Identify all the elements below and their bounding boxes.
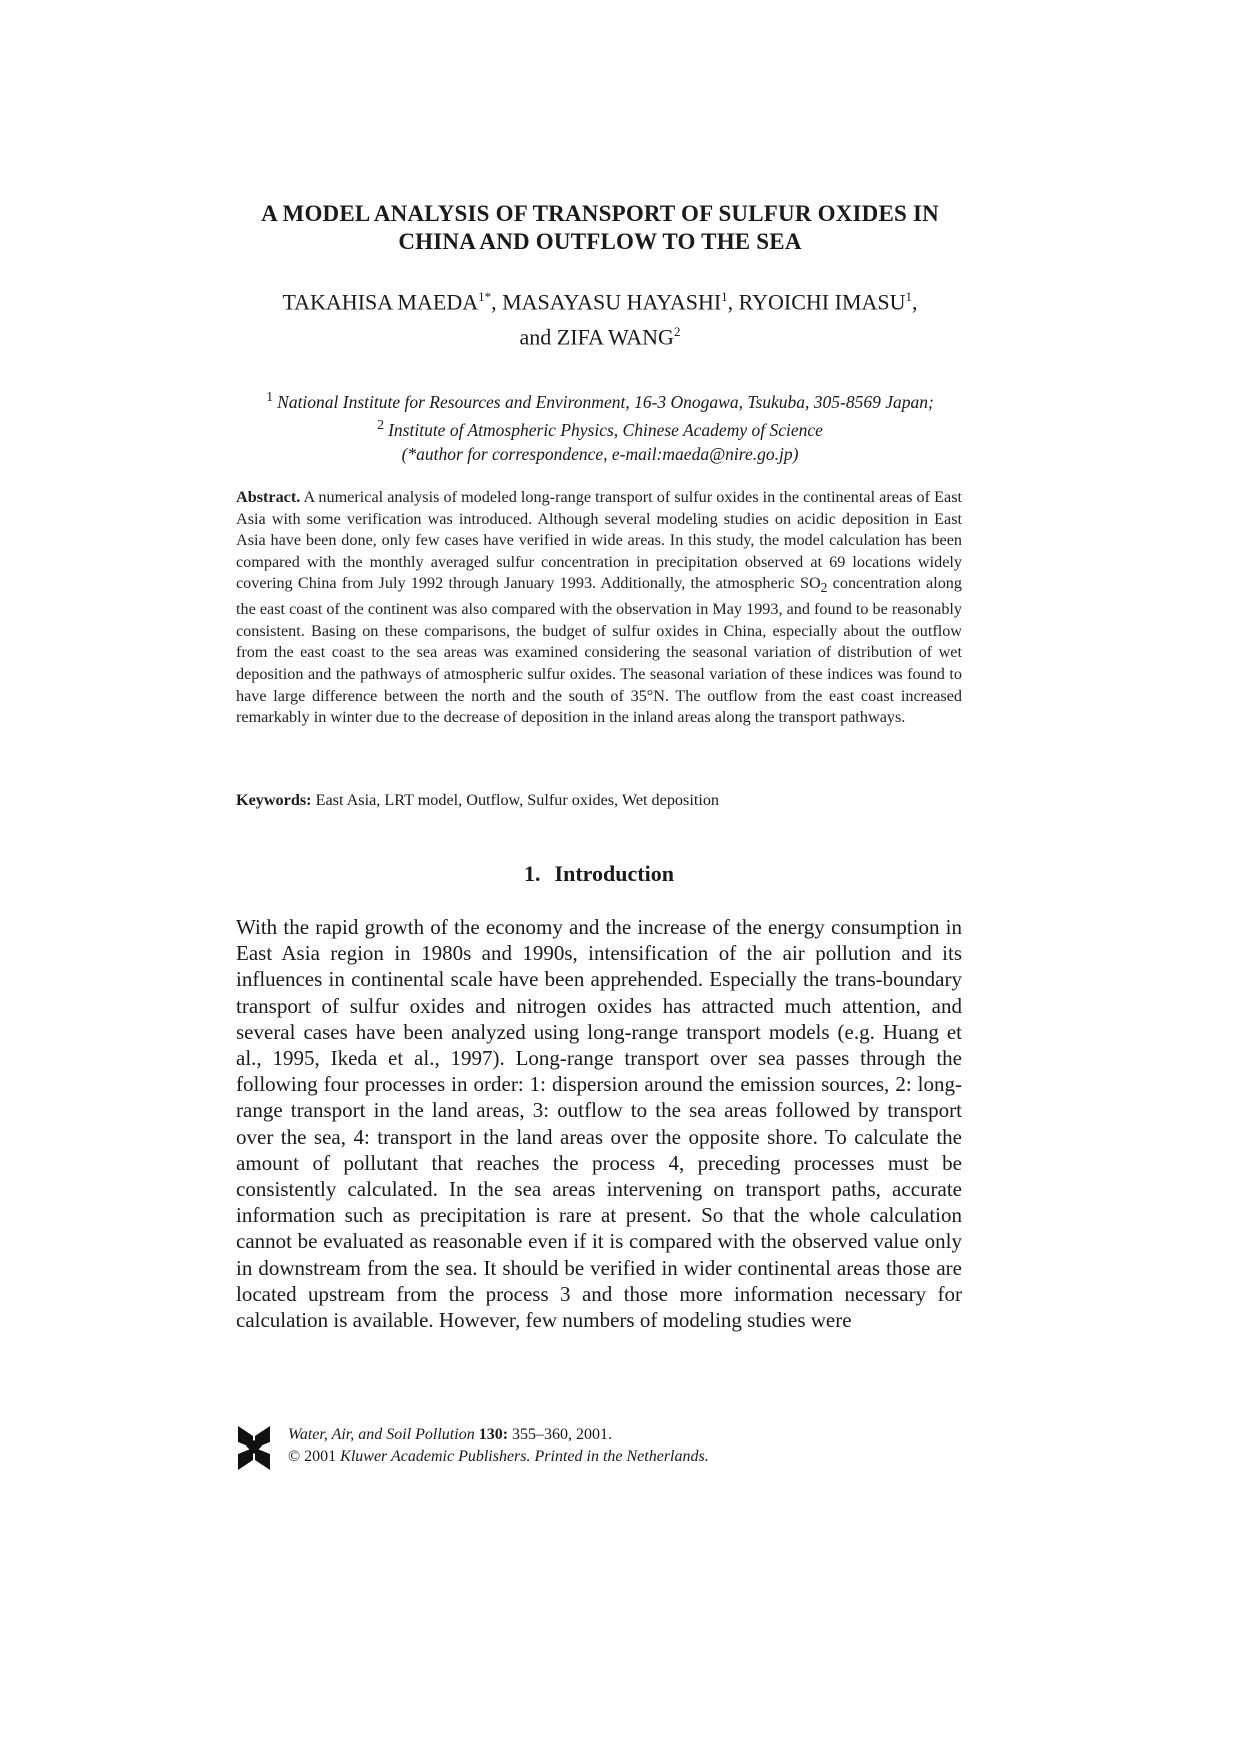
abstract-label: Abstract. xyxy=(236,488,301,506)
author-separator: , xyxy=(727,289,739,315)
authors-line-2 xyxy=(220,317,980,352)
keywords-text: East Asia, LRT model, Outflow, Sulfur oxides, Wet deposition xyxy=(311,791,720,809)
section-title: Introduction xyxy=(554,861,674,886)
author-affiliation-mark: 1* xyxy=(478,289,492,304)
journal-pages-year: 355–360, 2001. xyxy=(508,1426,613,1443)
publisher-logo-icon xyxy=(236,1426,272,1470)
affiliation-mark: 1 xyxy=(266,390,274,405)
affiliation-2 xyxy=(230,414,970,442)
title-line-2: CHINA AND OUTFLOW TO THE SEA xyxy=(398,229,802,254)
author-separator: , xyxy=(912,289,918,315)
author-name: and ZIFA WANG xyxy=(519,324,674,350)
introduction-paragraph: With the rapid growth of the economy and the increase of the energy consumption in East Asia region in 1980s and 1990s, intensification of the air pollution and its influences in continental scale have been apprehended. Especially the trans-boundary transport of sulfur oxides and nitrogen oxides has attracted much attention, and several cases have been analyzed using long-range transport models (e.g. Huang et al., 1995, Ikeda et al., 1997). Long-range transport over sea passes through the following four processes in order: 1: dispersion around the emission sources, 2: long-range transport in the land areas, 3: outflow to the sea areas followed by transport over the sea, 4: transport in the land areas over the opposite shore. To calculate the amount of pollutant that reaches the process 4, preceding processes must be consistently calculated. In the sea areas intervening on transport paths, accurate information such as precipitation is rare at present. So that the whole calculation cannot be evaluated as reasonable even if it is compared with the observed value only in downstream from the sea. It should be verified in wider continental areas those are located upstream from the process 3 and those more information necessary for calculation is available. However, few numbers of modeling studies were xyxy=(236,915,962,1333)
affiliation-text: National Institute for Resources and Environment, 16-3 Onogawa, Tsukuba, 305-8569 Japan; xyxy=(277,391,934,412)
paper-title xyxy=(240,200,960,256)
title-line-1: A MODEL ANALYSIS OF TRANSPORT OF SULFUR OXIDES IN xyxy=(261,201,939,226)
author-name: RYOICHI IMASU xyxy=(738,289,906,315)
abstract-text-part-1: A numerical analysis of modeled long-range transport of sulfur oxides in the continental areas of East Asia with some verification was introduced. Although several modeling studies on acidic deposition in East Asia have been done, only few cases have verified in wide areas. In this study, the model calculation has been compared with the monthly averaged sulfur concentration in precipitation observed at 69 locations widely covering China from July 1992 through January 1993. Additionally, the atmospheric SO xyxy=(236,488,962,593)
journal-volume: 130: xyxy=(478,1426,509,1443)
author-name: MASAYASU HAYASHI xyxy=(502,289,722,315)
author-affiliation-mark: 1 xyxy=(721,289,728,304)
copyright-mark: © 2001 xyxy=(288,1448,341,1465)
author-list xyxy=(220,282,980,353)
citation-line xyxy=(288,1424,709,1446)
copyright-line xyxy=(288,1446,709,1468)
section-number: 1. xyxy=(524,861,541,886)
section-heading xyxy=(236,860,962,888)
author-name: TAKAHISA MAEDA xyxy=(282,289,479,315)
abstract-subscript: 2 xyxy=(820,580,828,596)
affiliation-1 xyxy=(230,386,970,414)
authors-line-1 xyxy=(220,282,980,317)
author-separator: , xyxy=(491,289,503,315)
keywords-label: Keywords: xyxy=(236,791,312,809)
affiliation-mark: 2 xyxy=(377,417,385,433)
abstract-text-part-2: concentration along the east coast of the continent was also compared with the observation in May 1993, and found to be reasonably consistent. Basing on these comparisons, the budget of sulfur oxides in China, especially about the outflow from the east coast to the sea areas was examined considering the seasonal variation of distribution of wet deposition and the pathways of atmospheric sulfur oxides. The seasonal variation of these indices was found to have large difference between the north and the south of 35°N. The outflow from the east coast increased remarkably in winter due to the decrease of deposition in the inland areas along the transport pathways. xyxy=(236,574,962,727)
abstract xyxy=(236,487,962,729)
keywords xyxy=(236,790,962,811)
journal-footer xyxy=(236,1424,962,1484)
affiliations xyxy=(230,386,970,466)
author-affiliation-mark: 1 xyxy=(905,289,913,304)
publisher-line: Kluwer Academic Publishers. Printed in the Netherlands. xyxy=(340,1448,709,1465)
footer-text xyxy=(288,1424,709,1468)
affiliation-text: Institute of Atmospheric Physics, Chinese Academy of Science xyxy=(388,419,823,440)
journal-name: Water, Air, and Soil Pollution xyxy=(288,1426,475,1443)
correspondence-note: (*author for correspondence, e-mail:maeda@nire.go.jp) xyxy=(401,443,799,464)
author-affiliation-mark: 2 xyxy=(673,324,681,340)
